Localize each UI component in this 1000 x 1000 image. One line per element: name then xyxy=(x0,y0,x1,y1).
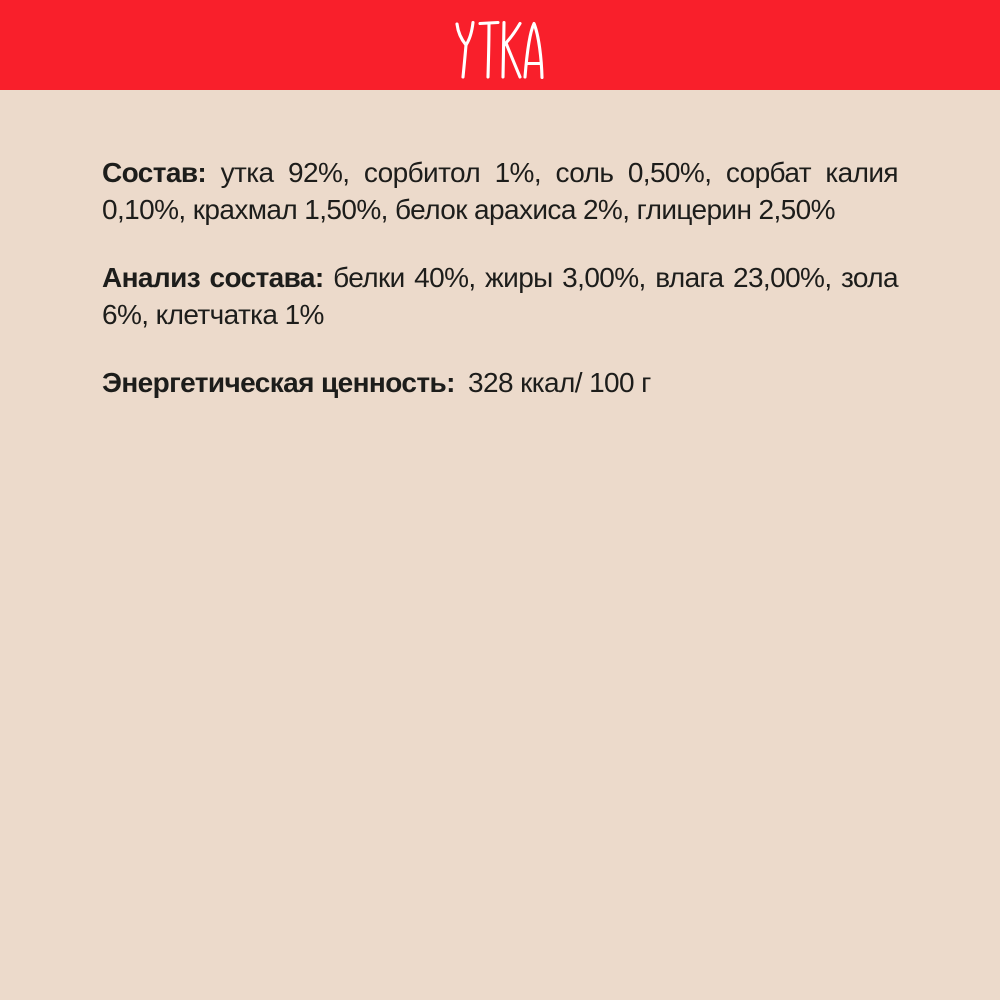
energy-paragraph xyxy=(102,364,898,401)
analysis-paragraph xyxy=(102,259,898,333)
composition-paragraph xyxy=(102,154,898,228)
analysis-text: белки 40%, жиры 3,00%, влага 23,00%, зола 6%, клетчатка 1% xyxy=(102,262,898,330)
analysis-label: Анализ состава: xyxy=(102,262,324,293)
composition-label: Состав: xyxy=(102,157,207,188)
title-lettering xyxy=(454,20,546,80)
energy-label: Энергетическая ценность: xyxy=(102,367,455,398)
label-text-content xyxy=(0,90,1000,401)
energy-text: 328 ккал/ 100 г xyxy=(468,367,651,398)
composition-text: утка 92%, сорбитол 1%, соль 0,50%, сорбат калия 0,10%, крахмал 1,50%, белок арахиса 2%, глицерин 2,50% xyxy=(102,157,898,225)
header-band xyxy=(0,0,1000,90)
